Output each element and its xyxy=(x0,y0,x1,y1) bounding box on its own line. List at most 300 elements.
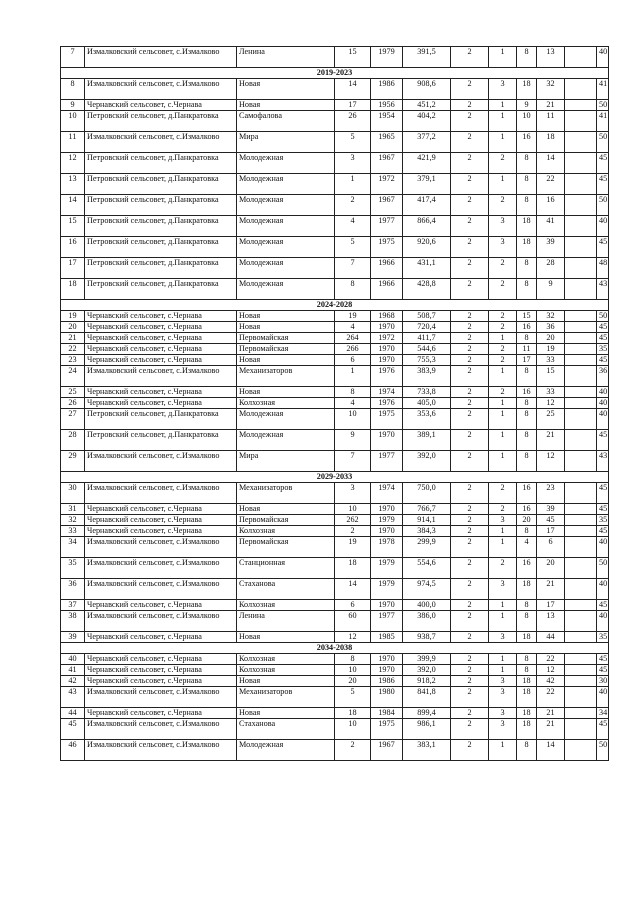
wear-percent-cell: 45 xyxy=(597,237,609,258)
build-year-cell: 1966 xyxy=(371,279,403,300)
row-number-cell: 12 xyxy=(61,153,85,174)
settlement-cell: Петровский сельсовет, д.Панкратовка xyxy=(85,174,237,195)
floors-cell: 2 xyxy=(451,430,489,451)
settlement-cell: Чернавский сельсовет, с.Чернава xyxy=(85,333,237,344)
street-cell: Стаханова xyxy=(237,579,335,600)
apartments-b-cell: 36 xyxy=(537,322,565,333)
build-year-cell: 1974 xyxy=(371,387,403,398)
wear-percent-cell: 45 xyxy=(597,174,609,195)
wear-percent-cell: 45 xyxy=(597,526,609,537)
entrances-cell: 3 xyxy=(489,515,517,526)
settlement-cell: Измалковский сельсовет, с.Измалково xyxy=(85,719,237,740)
build-year-cell: 1977 xyxy=(371,216,403,237)
row-number-cell: 10 xyxy=(61,111,85,132)
table-row xyxy=(61,579,609,600)
area-cell: 391,5 xyxy=(403,47,451,68)
entrances-cell: 2 xyxy=(489,344,517,355)
wear-percent-cell: 40 xyxy=(597,579,609,600)
settlement-cell: Петровский сельсовет, д.Панкратовка xyxy=(85,409,237,430)
area-cell: 938,7 xyxy=(403,632,451,643)
entrances-cell: 1 xyxy=(489,174,517,195)
floors-cell: 2 xyxy=(451,258,489,279)
apartments-a-cell: 8 xyxy=(517,665,537,676)
build-year-cell: 1977 xyxy=(371,451,403,472)
apartments-b-cell: 21 xyxy=(537,430,565,451)
table-row xyxy=(61,708,609,719)
street-cell: Первомайская xyxy=(237,333,335,344)
street-cell: Молодежная xyxy=(237,409,335,430)
house-number-cell: 15 xyxy=(335,47,371,68)
apartments-a-cell: 16 xyxy=(517,504,537,515)
build-year-cell: 1972 xyxy=(371,174,403,195)
row-number-cell: 24 xyxy=(61,366,85,387)
wear-percent-cell: 45 xyxy=(597,665,609,676)
entrances-cell: 2 xyxy=(489,558,517,579)
wear-percent-cell: 45 xyxy=(597,654,609,665)
floors-cell: 2 xyxy=(451,216,489,237)
build-year-cell: 1985 xyxy=(371,632,403,643)
build-year-cell: 1984 xyxy=(371,708,403,719)
area-cell: 383,1 xyxy=(403,740,451,761)
floors-cell: 2 xyxy=(451,100,489,111)
settlement-cell: Измалковский сельсовет, с.Измалково xyxy=(85,47,237,68)
build-year-cell: 1972 xyxy=(371,333,403,344)
build-year-cell: 1966 xyxy=(371,258,403,279)
wear-percent-cell: 40 xyxy=(597,537,609,558)
empty-cell-cell xyxy=(565,47,597,68)
area-cell: 720,4 xyxy=(403,322,451,333)
entrances-cell: 3 xyxy=(489,708,517,719)
build-year-cell: 1979 xyxy=(371,47,403,68)
apartments-b-cell: 23 xyxy=(537,483,565,504)
period-label: 2019-2023 xyxy=(61,68,609,79)
row-number-cell: 30 xyxy=(61,483,85,504)
empty-cell-cell xyxy=(565,409,597,430)
house-number-cell: 262 xyxy=(335,515,371,526)
row-number-cell: 42 xyxy=(61,676,85,687)
settlement-cell: Петровский сельсовет, д.Панкратовка xyxy=(85,153,237,174)
street-cell: Молодежная xyxy=(237,195,335,216)
table-row xyxy=(61,195,609,216)
entrances-cell: 1 xyxy=(489,132,517,153)
settlement-cell: Чернавский сельсовет, с.Чернава xyxy=(85,311,237,322)
build-year-cell: 1970 xyxy=(371,526,403,537)
street-cell: Новая xyxy=(237,311,335,322)
apartments-a-cell: 8 xyxy=(517,47,537,68)
house-number-cell: 10 xyxy=(335,665,371,676)
area-cell: 986,1 xyxy=(403,719,451,740)
entrances-cell: 3 xyxy=(489,719,517,740)
period-header-row xyxy=(61,643,609,654)
build-year-cell: 1967 xyxy=(371,153,403,174)
apartments-a-cell: 16 xyxy=(517,132,537,153)
apartments-b-cell: 39 xyxy=(537,504,565,515)
floors-cell: 2 xyxy=(451,719,489,740)
row-number-cell: 19 xyxy=(61,311,85,322)
table-row xyxy=(61,504,609,515)
entrances-cell: 1 xyxy=(489,600,517,611)
area-cell: 399,9 xyxy=(403,654,451,665)
house-number-cell: 10 xyxy=(335,409,371,430)
area-cell: 400,0 xyxy=(403,600,451,611)
house-number-cell: 17 xyxy=(335,100,371,111)
apartments-a-cell: 8 xyxy=(517,740,537,761)
settlement-cell: Измалковский сельсовет, с.Измалково xyxy=(85,579,237,600)
house-number-cell: 7 xyxy=(335,258,371,279)
apartments-a-cell: 10 xyxy=(517,111,537,132)
house-number-cell: 5 xyxy=(335,687,371,708)
street-cell: Новая xyxy=(237,322,335,333)
floors-cell: 2 xyxy=(451,504,489,515)
entrances-cell: 3 xyxy=(489,237,517,258)
apartments-a-cell: 8 xyxy=(517,451,537,472)
entrances-cell: 1 xyxy=(489,111,517,132)
wear-percent-cell: 48 xyxy=(597,258,609,279)
empty-cell-cell xyxy=(565,687,597,708)
house-number-cell: 9 xyxy=(335,430,371,451)
apartments-b-cell: 14 xyxy=(537,740,565,761)
table-row xyxy=(61,515,609,526)
settlement-cell: Чернавский сельсовет, с.Чернава xyxy=(85,322,237,333)
apartments-a-cell: 18 xyxy=(517,687,537,708)
apartments-b-cell: 12 xyxy=(537,451,565,472)
document-page xyxy=(60,46,608,761)
settlement-cell: Чернавский сельсовет, с.Чернава xyxy=(85,676,237,687)
row-number-cell: 44 xyxy=(61,708,85,719)
entrances-cell: 1 xyxy=(489,526,517,537)
house-number-cell: 1 xyxy=(335,366,371,387)
area-cell: 918,2 xyxy=(403,676,451,687)
house-number-cell: 8 xyxy=(335,654,371,665)
floors-cell: 2 xyxy=(451,344,489,355)
house-number-cell: 4 xyxy=(335,216,371,237)
area-cell: 508,7 xyxy=(403,311,451,322)
street-cell: Механизаторов xyxy=(237,366,335,387)
settlement-cell: Измалковский сельсовет, с.Измалково xyxy=(85,366,237,387)
row-number-cell: 7 xyxy=(61,47,85,68)
empty-cell-cell xyxy=(565,558,597,579)
build-year-cell: 1976 xyxy=(371,398,403,409)
empty-cell-cell xyxy=(565,279,597,300)
settlement-cell: Чернавский сельсовет, с.Чернава xyxy=(85,344,237,355)
apartments-b-cell: 6 xyxy=(537,537,565,558)
settlement-cell: Чернавский сельсовет, с.Чернава xyxy=(85,387,237,398)
entrances-cell: 1 xyxy=(489,665,517,676)
table-row xyxy=(61,355,609,366)
table-row xyxy=(61,665,609,676)
table-row xyxy=(61,687,609,708)
table-row xyxy=(61,132,609,153)
entrances-cell: 2 xyxy=(489,322,517,333)
apartments-b-cell: 13 xyxy=(537,611,565,632)
street-cell: Новая xyxy=(237,708,335,719)
build-year-cell: 1977 xyxy=(371,611,403,632)
apartments-b-cell: 25 xyxy=(537,409,565,430)
wear-percent-cell: 34 xyxy=(597,708,609,719)
build-year-cell: 1986 xyxy=(371,79,403,100)
apartments-b-cell: 22 xyxy=(537,174,565,195)
row-number-cell: 16 xyxy=(61,237,85,258)
build-year-cell: 1979 xyxy=(371,579,403,600)
empty-cell-cell xyxy=(565,708,597,719)
entrances-cell: 2 xyxy=(489,195,517,216)
apartments-b-cell: 20 xyxy=(537,333,565,344)
house-number-cell: 1 xyxy=(335,174,371,195)
settlement-cell: Чернавский сельсовет, с.Чернава xyxy=(85,100,237,111)
wear-percent-cell: 50 xyxy=(597,100,609,111)
empty-cell-cell xyxy=(565,333,597,344)
period-label: 2024-2028 xyxy=(61,300,609,311)
apartments-b-cell: 17 xyxy=(537,526,565,537)
floors-cell: 2 xyxy=(451,708,489,719)
street-cell: Молодежная xyxy=(237,237,335,258)
row-number-cell: 34 xyxy=(61,537,85,558)
table-row xyxy=(61,258,609,279)
table-row xyxy=(61,47,609,68)
street-cell: Колхозная xyxy=(237,398,335,409)
row-number-cell: 17 xyxy=(61,258,85,279)
settlement-cell: Измалковский сельсовет, с.Измалково xyxy=(85,537,237,558)
row-number-cell: 11 xyxy=(61,132,85,153)
apartments-b-cell: 18 xyxy=(537,132,565,153)
house-number-cell: 7 xyxy=(335,451,371,472)
entrances-cell: 2 xyxy=(489,153,517,174)
street-cell: Мира xyxy=(237,451,335,472)
row-number-cell: 20 xyxy=(61,322,85,333)
settlement-cell: Петровский сельсовет, д.Панкратовка xyxy=(85,111,237,132)
apartments-a-cell: 9 xyxy=(517,100,537,111)
apartments-b-cell: 17 xyxy=(537,600,565,611)
area-cell: 392,0 xyxy=(403,665,451,676)
entrances-cell: 1 xyxy=(489,451,517,472)
build-year-cell: 1970 xyxy=(371,430,403,451)
wear-percent-cell: 35 xyxy=(597,515,609,526)
apartments-a-cell: 18 xyxy=(517,708,537,719)
apartments-b-cell: 44 xyxy=(537,632,565,643)
row-number-cell: 13 xyxy=(61,174,85,195)
area-cell: 421,9 xyxy=(403,153,451,174)
entrances-cell: 1 xyxy=(489,100,517,111)
floors-cell: 2 xyxy=(451,333,489,344)
row-number-cell: 29 xyxy=(61,451,85,472)
wear-percent-cell: 50 xyxy=(597,558,609,579)
street-cell: Первомайская xyxy=(237,537,335,558)
table-row xyxy=(61,333,609,344)
apartments-b-cell: 15 xyxy=(537,366,565,387)
entrances-cell: 1 xyxy=(489,333,517,344)
table-row xyxy=(61,111,609,132)
row-number-cell: 15 xyxy=(61,216,85,237)
table-row xyxy=(61,409,609,430)
area-cell: 733,8 xyxy=(403,387,451,398)
street-cell: Новая xyxy=(237,632,335,643)
apartments-a-cell: 18 xyxy=(517,579,537,600)
house-number-cell: 8 xyxy=(335,387,371,398)
table-row xyxy=(61,451,609,472)
house-number-cell: 2 xyxy=(335,195,371,216)
floors-cell: 2 xyxy=(451,687,489,708)
street-cell: Колхозная xyxy=(237,654,335,665)
settlement-cell: Измалковский сельсовет, с.Измалково xyxy=(85,483,237,504)
wear-percent-cell: 41 xyxy=(597,111,609,132)
apartments-a-cell: 8 xyxy=(517,600,537,611)
apartments-b-cell: 21 xyxy=(537,100,565,111)
settlement-cell: Чернавский сельсовет, с.Чернава xyxy=(85,708,237,719)
build-year-cell: 1970 xyxy=(371,504,403,515)
table-row xyxy=(61,366,609,387)
street-cell: Колхозная xyxy=(237,600,335,611)
entrances-cell: 1 xyxy=(489,430,517,451)
house-number-cell: 20 xyxy=(335,676,371,687)
wear-percent-cell: 45 xyxy=(597,430,609,451)
wear-percent-cell: 40 xyxy=(597,398,609,409)
street-cell: Новая xyxy=(237,387,335,398)
build-year-cell: 1986 xyxy=(371,676,403,687)
apartments-a-cell: 18 xyxy=(517,632,537,643)
apartments-b-cell: 19 xyxy=(537,344,565,355)
entrances-cell: 3 xyxy=(489,579,517,600)
row-number-cell: 41 xyxy=(61,665,85,676)
build-year-cell: 1970 xyxy=(371,344,403,355)
apartments-a-cell: 8 xyxy=(517,195,537,216)
empty-cell-cell xyxy=(565,216,597,237)
empty-cell-cell xyxy=(565,483,597,504)
street-cell: Новая xyxy=(237,676,335,687)
apartments-a-cell: 16 xyxy=(517,483,537,504)
apartments-a-cell: 8 xyxy=(517,366,537,387)
settlement-cell: Измалковский сельсовет, с.Измалково xyxy=(85,740,237,761)
empty-cell-cell xyxy=(565,654,597,665)
apartments-b-cell: 21 xyxy=(537,719,565,740)
wear-percent-cell: 50 xyxy=(597,132,609,153)
build-year-cell: 1975 xyxy=(371,237,403,258)
wear-percent-cell: 40 xyxy=(597,409,609,430)
row-number-cell: 23 xyxy=(61,355,85,366)
row-number-cell: 40 xyxy=(61,654,85,665)
area-cell: 899,4 xyxy=(403,708,451,719)
build-year-cell: 1975 xyxy=(371,409,403,430)
apartments-b-cell: 32 xyxy=(537,79,565,100)
apartments-b-cell: 12 xyxy=(537,665,565,676)
apartments-a-cell: 18 xyxy=(517,79,537,100)
table-row xyxy=(61,398,609,409)
table-row xyxy=(61,558,609,579)
apartments-a-cell: 8 xyxy=(517,258,537,279)
empty-cell-cell xyxy=(565,430,597,451)
entrances-cell: 1 xyxy=(489,740,517,761)
street-cell: Молодежная xyxy=(237,430,335,451)
area-cell: 389,1 xyxy=(403,430,451,451)
table-row xyxy=(61,79,609,100)
apartments-a-cell: 8 xyxy=(517,409,537,430)
entrances-cell: 1 xyxy=(489,611,517,632)
table-row xyxy=(61,676,609,687)
empty-cell-cell xyxy=(565,355,597,366)
row-number-cell: 35 xyxy=(61,558,85,579)
floors-cell: 2 xyxy=(451,153,489,174)
wear-percent-cell: 50 xyxy=(597,740,609,761)
empty-cell-cell xyxy=(565,79,597,100)
house-number-cell: 60 xyxy=(335,611,371,632)
apartments-b-cell: 11 xyxy=(537,111,565,132)
floors-cell: 2 xyxy=(451,47,489,68)
street-cell: Станционная xyxy=(237,558,335,579)
house-number-cell: 5 xyxy=(335,132,371,153)
settlement-cell: Чернавский сельсовет, с.Чернава xyxy=(85,515,237,526)
settlement-cell: Петровский сельсовет, д.Панкратовка xyxy=(85,237,237,258)
build-year-cell: 1967 xyxy=(371,195,403,216)
floors-cell: 2 xyxy=(451,311,489,322)
floors-cell: 2 xyxy=(451,740,489,761)
empty-cell-cell xyxy=(565,366,597,387)
house-number-cell: 10 xyxy=(335,719,371,740)
row-number-cell: 32 xyxy=(61,515,85,526)
street-cell: Новая xyxy=(237,79,335,100)
area-cell: 383,9 xyxy=(403,366,451,387)
row-number-cell: 25 xyxy=(61,387,85,398)
area-cell: 299,9 xyxy=(403,537,451,558)
entrances-cell: 1 xyxy=(489,537,517,558)
table-row xyxy=(61,632,609,643)
empty-cell-cell xyxy=(565,258,597,279)
housing-table xyxy=(60,46,609,761)
house-number-cell: 10 xyxy=(335,504,371,515)
period-header-row xyxy=(61,472,609,483)
table-row xyxy=(61,100,609,111)
entrances-cell: 1 xyxy=(489,398,517,409)
apartments-a-cell: 18 xyxy=(517,719,537,740)
area-cell: 920,6 xyxy=(403,237,451,258)
table-row xyxy=(61,311,609,322)
entrances-cell: 3 xyxy=(489,79,517,100)
house-number-cell: 266 xyxy=(335,344,371,355)
floors-cell: 2 xyxy=(451,366,489,387)
floors-cell: 2 xyxy=(451,515,489,526)
house-number-cell: 12 xyxy=(335,632,371,643)
build-year-cell: 1978 xyxy=(371,537,403,558)
empty-cell-cell xyxy=(565,740,597,761)
empty-cell-cell xyxy=(565,719,597,740)
floors-cell: 2 xyxy=(451,398,489,409)
area-cell: 404,2 xyxy=(403,111,451,132)
apartments-a-cell: 15 xyxy=(517,311,537,322)
area-cell: 392,0 xyxy=(403,451,451,472)
settlement-cell: Петровский сельсовет, д.Панкратовка xyxy=(85,258,237,279)
empty-cell-cell xyxy=(565,387,597,398)
empty-cell-cell xyxy=(565,132,597,153)
settlement-cell: Петровский сельсовет, д.Панкратовка xyxy=(85,430,237,451)
table-row xyxy=(61,237,609,258)
house-number-cell: 14 xyxy=(335,79,371,100)
empty-cell-cell xyxy=(565,665,597,676)
row-number-cell: 9 xyxy=(61,100,85,111)
street-cell: Самофалова xyxy=(237,111,335,132)
row-number-cell: 21 xyxy=(61,333,85,344)
street-cell: Молодежная xyxy=(237,258,335,279)
floors-cell: 2 xyxy=(451,483,489,504)
build-year-cell: 1970 xyxy=(371,322,403,333)
apartments-a-cell: 8 xyxy=(517,526,537,537)
apartments-b-cell: 45 xyxy=(537,515,565,526)
house-number-cell: 2 xyxy=(335,740,371,761)
apartments-b-cell: 21 xyxy=(537,579,565,600)
settlement-cell: Чернавский сельсовет, с.Чернава xyxy=(85,665,237,676)
wear-percent-cell: 40 xyxy=(597,216,609,237)
empty-cell-cell xyxy=(565,537,597,558)
empty-cell-cell xyxy=(565,100,597,111)
wear-percent-cell: 40 xyxy=(597,387,609,398)
build-year-cell: 1974 xyxy=(371,483,403,504)
